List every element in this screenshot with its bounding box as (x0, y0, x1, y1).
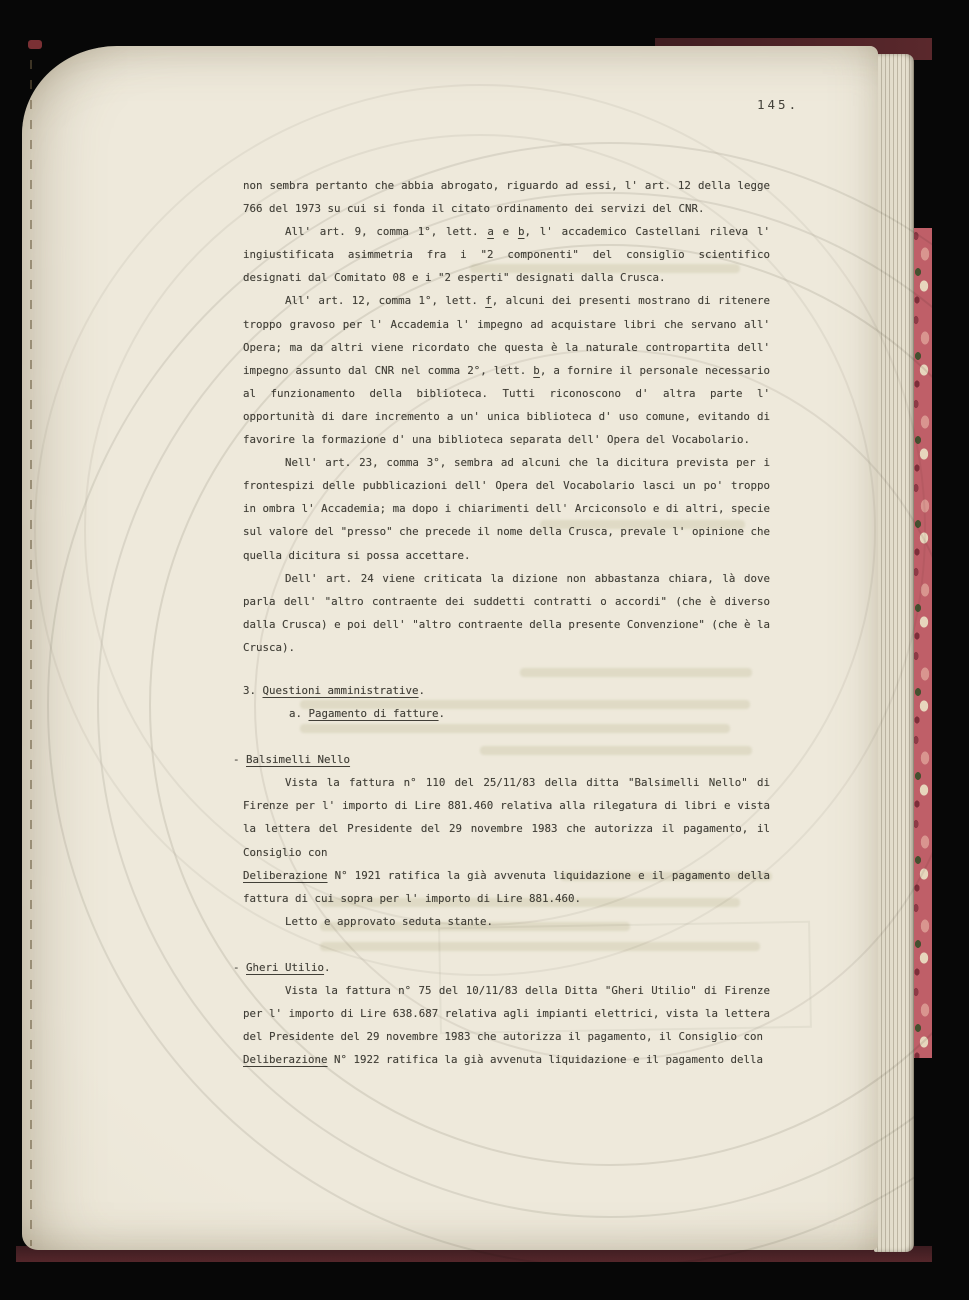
heading: - Balsimelli Nello (233, 753, 351, 767)
heading: - Gheri Utilio. (233, 960, 331, 974)
paragraph: Dell' art. 24 viene criticata la dizione non abbastanza chiara, là dove parla dell' "altro contraente dei suddetti contratti o accordi" (che è diverso dalla Crusca) e poi dell' "altro contraente della presente Convenzione" (che è la Crusca). (243, 571, 770, 654)
paragraph: non sembra pertanto che abbia abrogato, riguardo ad essi, l' art. 12 della legge 766 del 1973 su cui si fonda il citato ordinamento dei servizi del CNR. (243, 179, 770, 216)
page-stack-fore-edge (874, 54, 914, 1252)
text-block (233, 174, 771, 1071)
paragraph: All' art. 9, comma 1°, lett. a e b, l' accademico Castellani rileva l' ingiustificata asimmetria fra i "2 componenti" del consiglio scientifico designati dal Comitato 08 e i "2 esperti" designati dalla Crusca. (243, 225, 770, 285)
paragraph: Vista la fattura n° 75 del 10/11/83 della Ditta "Gheri Utilio" di Firenze per l' importo di Lire 638.687 relativa agli impianti elettrici, vista la lettera del Presidente del 29 novembre 1983 che autorizza il pagamento, il Consiglio con (243, 984, 770, 1044)
paragraph: Vista la fattura n° 110 del 25/11/83 della ditta "Balsimelli Nello" di Firenze per l' importo di Lire 881.460 relativa alla rilegatura di libri e vista la lettera del Presidente del 29 novembre 1983 che autorizza il pagamento, il Consiglio con (243, 776, 770, 859)
paragraph: Nell' art. 23, comma 3°, sembra ad alcuni che la dicitura prevista per i frontespizi delle pubblicazioni dell' Opera del Vocabolario lasci un po' troppo in ombra l' Accademia; ma dopo i chiarimenti dell' Arciconsolo e di altri, specie sul valore del "presso" che precede il nome della Crusca, prevale l' opinione che quella dicitura si possa accettare. (243, 456, 770, 562)
paragraph: Deliberazione N° 1921 ratifica la già avvenuta liquidazione e il pagamento della fattura di cui sopra per l' importo di Lire 881.460. (243, 868, 770, 905)
paragraph: All' art. 12, comma 1°, lett. f, alcuni dei presenti mostrano di ritenere troppo gravoso per l' Accademia l' impegno ad acquistare libri che servano all' Opera; ma da altri viene ricordato che questa è la naturale contropartita dell' impegno assunto dal CNR nel comma 2°, lett. b, a fornire il personale necessario al funzionamento della biblioteca. Tutti riconoscono d' altra parte l' opportunità di dare incremento a un' unica biblioteca d' uso comune, evitando di favorire la formazione d' una biblioteca separata dell' Opera del Vocabolario. (243, 294, 771, 447)
page-number: 145. (757, 97, 800, 112)
book-cover-corner-speck (28, 40, 42, 49)
binding-stitch (30, 60, 32, 1246)
book-cover-right-edge (912, 38, 932, 1262)
heading: a. Pagamento di fatture. (289, 707, 446, 721)
marbled-paper-edge (912, 228, 932, 1058)
heading: 3. Questioni amministrative. (243, 683, 426, 697)
paragraph: Deliberazione N° 1922 ratifica la già avvenuta liquidazione e il pagamento della (243, 1053, 764, 1067)
paragraph: Letto e approvato seduta stante. (285, 914, 494, 928)
